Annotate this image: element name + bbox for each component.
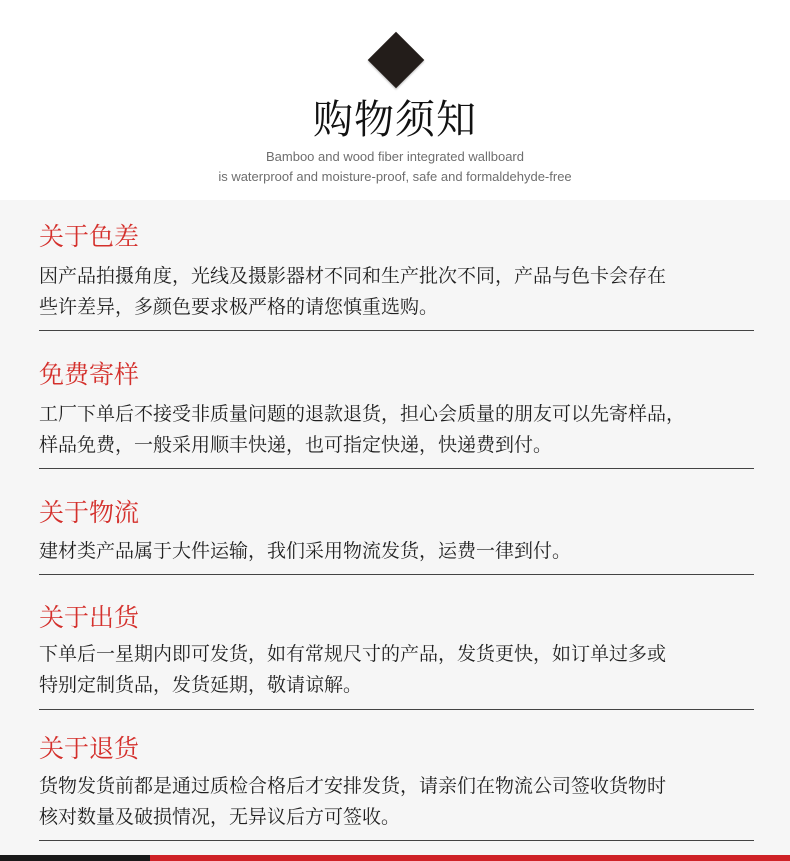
diamond-icon	[368, 32, 425, 89]
bottom-bar-accent	[150, 855, 790, 861]
section-title: 免费寄样	[39, 360, 140, 389]
section-body	[39, 399, 779, 461]
section-title: 关于出货	[39, 603, 140, 632]
section-divider	[39, 574, 754, 575]
body-line: 核对数量及破损情况，无异议后方可签收。	[39, 806, 401, 828]
body-line: 建材类产品属于大件运输，我们采用物流发货，运费一律到付。	[39, 540, 572, 562]
body-line: 工厂下单后不接受非质量问题的退款退货，担心会质量的朋友可以先寄样品，	[39, 403, 686, 425]
body-line: 货物发货前都是通过质检合格后才安排发货，请亲们在物流公司签收货物时	[39, 775, 667, 797]
section-body	[39, 261, 779, 323]
page-header	[0, 0, 790, 200]
subtitle-line-1: Bamboo and wood fiber integrated wallboard	[265, 149, 524, 164]
section-title: 关于退货	[39, 734, 140, 763]
section-body	[39, 639, 779, 701]
body-line: 特别定制货品，发货延期，敬请谅解。	[39, 674, 363, 696]
bottom-bar	[0, 855, 790, 861]
section-title: 关于物流	[39, 498, 140, 527]
section-body	[39, 771, 779, 833]
page-title: 购物须知	[313, 97, 477, 143]
section-divider	[39, 468, 754, 469]
body-line: 样品免费，一般采用顺丰快递，也可指定快递，快递费到付。	[39, 434, 553, 456]
body-line: 因产品拍摄角度，光线及摄影器材不同和生产批次不同，产品与色卡会存在	[39, 265, 667, 287]
subtitle-line-2: is waterproof and moisture-proof, safe and formaldehyde-free	[218, 169, 572, 184]
body-line: 些许差异，多颜色要求极严格的请您慎重选购。	[39, 296, 439, 318]
section-body	[39, 536, 779, 567]
section-divider	[39, 840, 754, 841]
section-divider	[39, 709, 754, 710]
section-divider	[39, 330, 754, 331]
body-line: 下单后一星期内即可发货，如有常规尺寸的产品，发货更快，如订单过多或	[39, 643, 667, 665]
section-title: 关于色差	[39, 222, 140, 251]
